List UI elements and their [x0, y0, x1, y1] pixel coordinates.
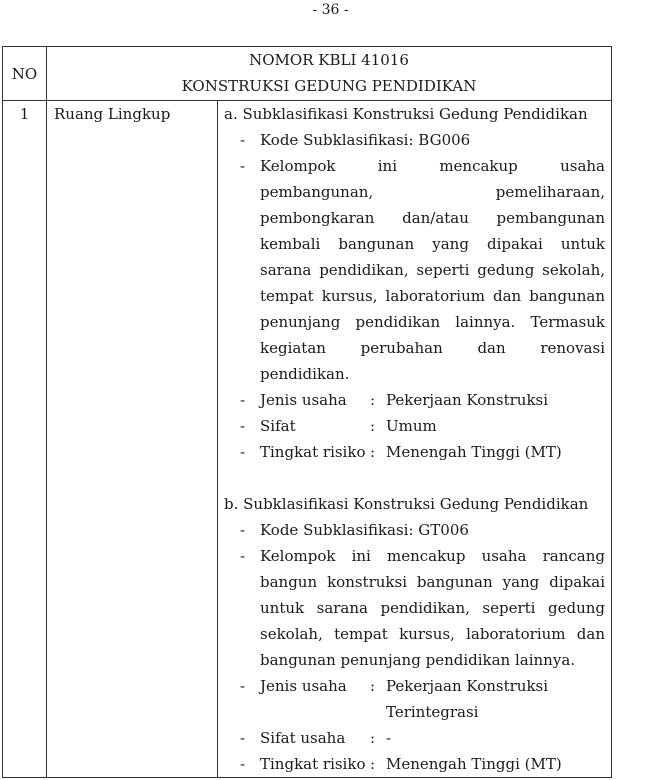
- jenis-usaha-label: Jenis usaha: [260, 677, 347, 695]
- section-a-description: Kelompok ini mencakup usaha pembangunan, pemeliharaan, pembongkaran dan/atau pembangunan kembali bangunan yang dipakai untuk sarana pendidikan, seperti gedung sekolah, tempat kursus, laboratorium dan bangunan penunjang pendidikan lainnya. Termasuk kegiatan perubahan dan renovasi pendidikan.: [260, 157, 605, 383]
- section-b-risiko-item: [224, 751, 605, 777]
- dash-marker: -: [240, 755, 246, 773]
- sifat-usaha-label: Sifat usaha: [260, 729, 346, 747]
- dash-marker: -: [240, 729, 246, 747]
- table-header-row: [3, 47, 612, 101]
- dash-marker: -: [240, 547, 246, 565]
- colon: :: [370, 729, 376, 747]
- dash-marker: -: [240, 443, 246, 461]
- section-b-code: Kode Subklasifikasi: GT006: [260, 521, 469, 539]
- section-a-risiko-item: [224, 439, 605, 465]
- header-kbli-number: NOMOR KBLI 41016: [249, 51, 409, 69]
- section-b-jenis-item: [224, 673, 605, 725]
- colon: :: [370, 755, 376, 773]
- section-spacer: [224, 465, 605, 491]
- colon: :: [370, 443, 376, 461]
- colon: :: [370, 391, 376, 409]
- row-number: 1: [3, 101, 47, 778]
- table-row: [3, 101, 612, 778]
- scope-label: Ruang Lingkup: [47, 101, 218, 778]
- header-kbli-title: KONSTRUKSI GEDUNG PENDIDIKAN: [181, 77, 477, 95]
- scope-detail: [218, 101, 612, 778]
- tingkat-risiko-value: Menengah Tinggi (MT): [386, 443, 562, 461]
- section-b-description: Kelompok ini mencakup usaha rancang bangun konstruksi bangunan yang dipakai untuk sarana pendidikan, seperti gedung sekolah, tempat kursus, laboratorium dan bangunan penunjang pendidikan lainnya.: [260, 547, 605, 669]
- dash-marker: -: [240, 417, 246, 435]
- section-a-title: a. Subklasifikasi Konstruksi Gedung Pendidikan: [224, 105, 588, 123]
- dash-marker: -: [240, 391, 246, 409]
- dash-marker: -: [240, 157, 246, 175]
- sifat-value: Umum: [386, 417, 437, 435]
- section-b-sifat-item: [224, 725, 605, 751]
- jenis-usaha-value: Pekerjaan Konstruksi Terintegrasi: [386, 677, 549, 721]
- header-title: [47, 47, 612, 101]
- tingkat-risiko-label: Tingkat risiko: [260, 443, 366, 461]
- section-b-description-item: [224, 543, 605, 673]
- kbli-table: [2, 46, 612, 778]
- sifat-usaha-value: -: [386, 729, 392, 747]
- colon: :: [370, 417, 376, 435]
- page-number: - 36 -: [312, 2, 349, 18]
- sifat-label: Sifat: [260, 417, 296, 435]
- colon: :: [370, 677, 376, 695]
- section-a-jenis-item: [224, 387, 605, 413]
- jenis-usaha-value: Pekerjaan Konstruksi: [386, 391, 549, 409]
- tingkat-risiko-value: Menengah Tinggi (MT): [386, 755, 562, 773]
- section-a: [224, 101, 605, 465]
- dash-marker: -: [240, 677, 246, 695]
- section-a-description-item: [224, 153, 605, 387]
- section-a-code-item: [224, 127, 605, 153]
- section-b-code-item: [224, 517, 605, 543]
- header-no: NO: [3, 47, 47, 101]
- dash-marker: -: [240, 131, 246, 149]
- section-a-sifat-item: [224, 413, 605, 439]
- section-a-code: Kode Subklasifikasi: BG006: [260, 131, 471, 149]
- jenis-usaha-label: Jenis usaha: [260, 391, 347, 409]
- tingkat-risiko-label: Tingkat risiko: [260, 755, 366, 773]
- section-b: [224, 491, 605, 777]
- dash-marker: -: [240, 521, 246, 539]
- section-b-title: b. Subklasifikasi Konstruksi Gedung Pendidikan: [224, 495, 589, 513]
